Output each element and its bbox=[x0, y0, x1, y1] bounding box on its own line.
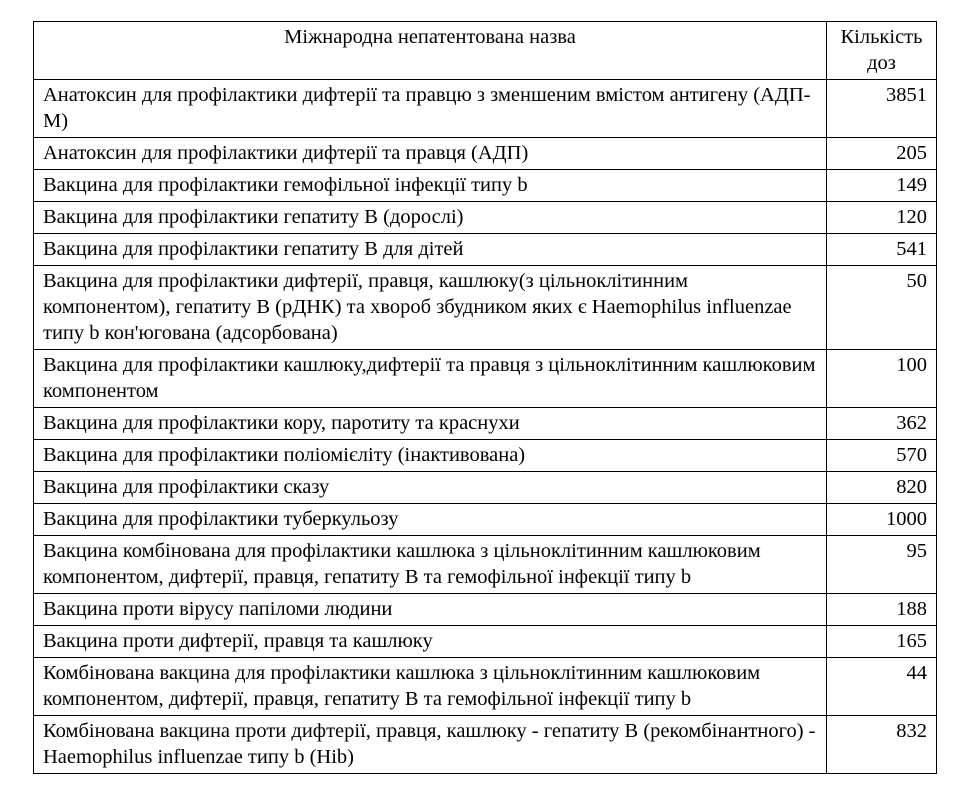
cell-name: Вакцина проти вірусу папіломи людини bbox=[34, 594, 827, 626]
table-row bbox=[34, 266, 937, 350]
cell-quantity: 205 bbox=[827, 138, 937, 170]
cell-name: Вакцина для профілактики кашлюку,дифтерії та правця з цільноклітинним кашлюковим компонентом bbox=[34, 350, 827, 408]
table-row bbox=[34, 202, 937, 234]
table-row bbox=[34, 658, 937, 716]
table-body bbox=[34, 80, 937, 774]
cell-name: Комбінована вакцина для профілактики кашлюка з цільноклітинним кашлюковим компонентом, дифтерії, правця, гепатиту В та гемофільної інфекції типу b bbox=[34, 658, 827, 716]
table-row bbox=[34, 138, 937, 170]
cell-quantity: 541 bbox=[827, 234, 937, 266]
table-header-row bbox=[34, 22, 937, 80]
table-row bbox=[34, 716, 937, 774]
cell-name: Вакцина для профілактики туберкульозу bbox=[34, 504, 827, 536]
cell-name: Вакцина для профілактики гепатиту В (дорослі) bbox=[34, 202, 827, 234]
table-row bbox=[34, 504, 937, 536]
cell-quantity: 3851 bbox=[827, 80, 937, 138]
cell-name: Вакцина для профілактики гепатиту В для дітей bbox=[34, 234, 827, 266]
cell-name: Анатоксин для профілактики дифтерії та правця (АДП) bbox=[34, 138, 827, 170]
table-row bbox=[34, 594, 937, 626]
table-row bbox=[34, 408, 937, 440]
cell-quantity: 188 bbox=[827, 594, 937, 626]
cell-quantity: 95 bbox=[827, 536, 937, 594]
cell-name: Вакцина комбінована для профілактики кашлюка з цільноклітинним кашлюковим компонентом, дифтерії, правця, гепатиту В та гемофільної інфекції типу b bbox=[34, 536, 827, 594]
cell-quantity: 832 bbox=[827, 716, 937, 774]
table-row bbox=[34, 440, 937, 472]
cell-name: Анатоксин для профілактики дифтерії та правцю з зменшеним вмістом антигену (АДП-М) bbox=[34, 80, 827, 138]
cell-name: Вакцина для профілактики кору, паротиту та краснухи bbox=[34, 408, 827, 440]
cell-quantity: 50 bbox=[827, 266, 937, 350]
cell-quantity: 44 bbox=[827, 658, 937, 716]
table-row bbox=[34, 80, 937, 138]
cell-name: Вакцина для профілактики гемофільної інфекції типу b bbox=[34, 170, 827, 202]
cell-quantity: 362 bbox=[827, 408, 937, 440]
header-quantity: Кількість доз bbox=[827, 22, 937, 80]
cell-name: Комбінована вакцина проти дифтерії, правця, кашлюку - гепатиту В (рекомбінантного) - Haemophilus influenzae типу b (Hib) bbox=[34, 716, 827, 774]
cell-quantity: 100 bbox=[827, 350, 937, 408]
cell-name: Вакцина для профілактики сказу bbox=[34, 472, 827, 504]
cell-name: Вакцина проти дифтерії, правця та кашлюку bbox=[34, 626, 827, 658]
table-row bbox=[34, 170, 937, 202]
table-row bbox=[34, 626, 937, 658]
table-row bbox=[34, 350, 937, 408]
cell-quantity: 165 bbox=[827, 626, 937, 658]
header-name: Міжнародна непатентована назва bbox=[34, 22, 827, 80]
table-row bbox=[34, 472, 937, 504]
vaccine-doses-table bbox=[33, 21, 937, 774]
table-row bbox=[34, 536, 937, 594]
cell-quantity: 120 bbox=[827, 202, 937, 234]
cell-quantity: 820 bbox=[827, 472, 937, 504]
cell-quantity: 1000 bbox=[827, 504, 937, 536]
table-row bbox=[34, 234, 937, 266]
cell-quantity: 570 bbox=[827, 440, 937, 472]
cell-name: Вакцина для профілактики поліомієліту (інактивована) bbox=[34, 440, 827, 472]
cell-name: Вакцина для профілактики дифтерії, правця, кашлюку(з цільноклітинним компонентом), гепатиту В (рДНК) та хвороб збудником яких є Haemophilus influenzae типу b кон'югована (адсорбована) bbox=[34, 266, 827, 350]
cell-quantity: 149 bbox=[827, 170, 937, 202]
